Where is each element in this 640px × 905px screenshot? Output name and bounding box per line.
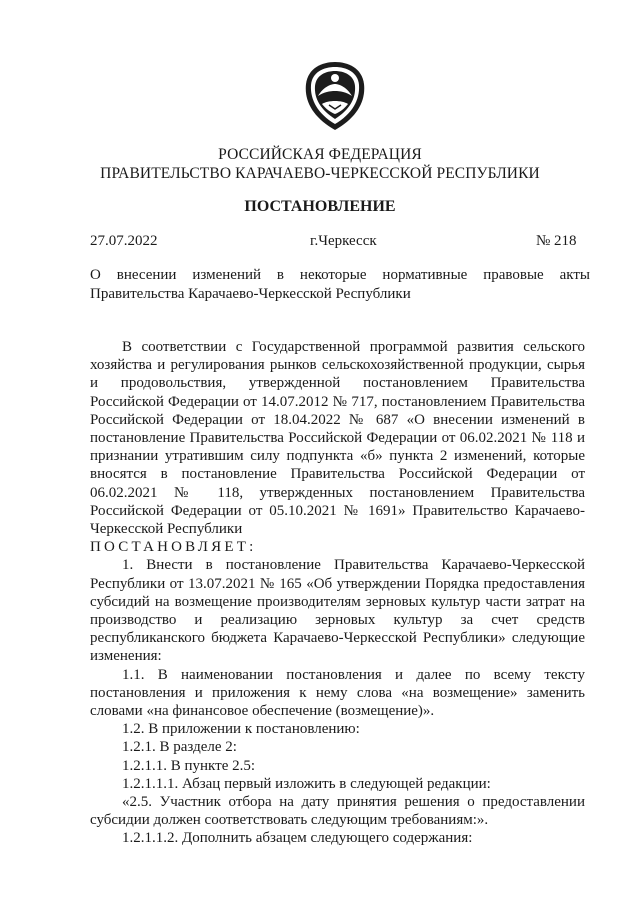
header-government: ПРАВИТЕЛЬСТВО КАРАЧАЕВО-ЧЕРКЕССКОЙ РЕСПУБЛИКИ: [100, 165, 540, 182]
item-1-2-1-1-2-paragraph: 1.2.1.1.2. Дополнить абзацем следующего содержания:: [122, 830, 473, 847]
item-1-2-1-paragraph: 1.2.1. В разделе 2:: [122, 739, 237, 756]
item-1-2-paragraph: 1.2. В приложении к постановлению:: [122, 721, 360, 738]
item-1-2-1-1-1-paragraph: 1.2.1.1.1. Абзац первый изложить в следующей редакции:: [122, 775, 491, 792]
preamble-paragraph: В соответствии с Государственной программой развития сельского хозяйства и регулирования рынков сельскохозяйственной продукции, сырья и продовольствия, утвержденной постановлением Правительства Российской Федерации от 14.07.2012 № 717, постановлением Правительства Российской Федерации от 18.04.2022 № 687 «О внесении изменений в постановление Правительства Российской Федерации от 06.02.2021 № 118 и признании утратившим силу подпункта «б» пункта 2 изменений, которые вносятся в постановление Правительства Российской Федерации от 06.02.2021 № 118, утвержденных постановлением Правительства Российской Федерации от 05.10.2021 № 1691» Правительство Карачаево-Черкесской Республики: [90, 339, 585, 538]
coat-of-arms-emblem-icon: [302, 60, 368, 132]
item-1-paragraph: 1. Внести в постановление Правительства Карачаево-Черкесской Республики от 13.07.2021 № 165 «Об утверждении Порядка предоставления субсидий на возмещение производителям зерновых культур части затрат на производство и реализацию зерновых культур за счет средств республиканского бюджета Карачаево-Черкесской Республики» следующие изменения:: [90, 557, 585, 665]
item-1-1-paragraph: 1.1. В наименовании постановления и далее по всему тексту постановления и приложения к нему слова «на возмещение» заменить словами «на финансовое обеспечение (возмещение)».: [90, 666, 585, 720]
item-1-2-1-1-paragraph: 1.2.1.1. В пункте 2.5:: [122, 757, 256, 774]
quote-2-5-paragraph: «2.5. Участник отбора на дату принятия решения о предоставлении субсидии должен соответствовать следующим требованиям:».: [90, 794, 585, 829]
header-country: РОССИЙСКАЯ ФЕДЕРАЦИЯ: [218, 146, 422, 163]
document-type-title: ПОСТАНОВЛЕНИЕ: [244, 198, 396, 215]
document-number: № 218: [536, 233, 577, 249]
document-city: г.Черкесск: [310, 233, 377, 249]
document-body: [90, 338, 585, 848]
document-date: 27.07.2022: [90, 233, 158, 249]
decree-heading: ПОСТАНОВЛЯЕТ:: [90, 539, 257, 556]
document-subject: О внесении изменений в некоторые нормативные правовые акты Правительства Карачаево-Черкесской Республики: [90, 267, 590, 302]
